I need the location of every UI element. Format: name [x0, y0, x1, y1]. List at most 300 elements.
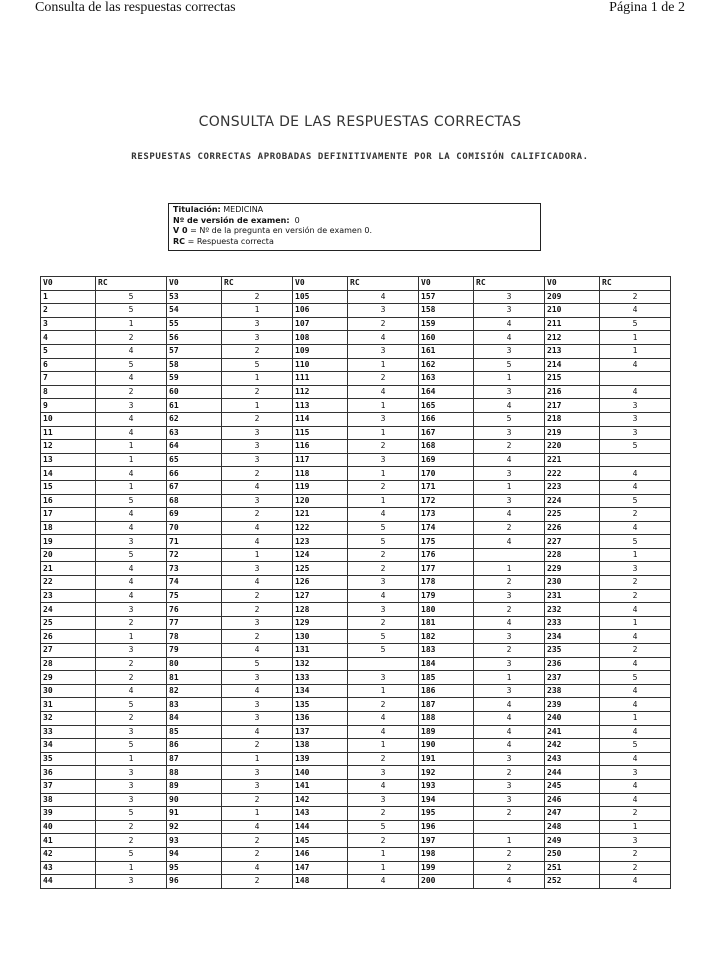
question-number-cell: 128: [293, 603, 348, 617]
answer-cell: 3: [96, 644, 167, 658]
answer-cell: 1: [222, 399, 293, 413]
answer-cell: 5: [96, 290, 167, 304]
question-number-cell: 226: [545, 521, 600, 535]
question-number-cell: 106: [293, 304, 348, 318]
question-number-cell: 214: [545, 358, 600, 372]
answer-cell: 5: [600, 739, 671, 753]
question-number-cell: 41: [41, 834, 96, 848]
question-number-cell: 159: [419, 317, 474, 331]
table-row: [41, 752, 671, 766]
table-row: [41, 616, 671, 630]
answer-cell: 2: [600, 576, 671, 590]
table-row: [41, 834, 671, 848]
question-number-cell: 170: [419, 467, 474, 481]
answer-cell: 4: [222, 725, 293, 739]
answer-cell: 1: [348, 684, 419, 698]
table-row: [41, 807, 671, 821]
answer-cell: 2: [348, 562, 419, 576]
answers-table: [40, 276, 671, 889]
answer-cell: 1: [222, 372, 293, 386]
v0-legend-text: = Nº de la pregunta en versión de examen 0.: [187, 226, 373, 235]
question-number-cell: 1: [41, 290, 96, 304]
question-number-cell: 143: [293, 807, 348, 821]
question-number-cell: 177: [419, 562, 474, 576]
answer-cell: 2: [96, 834, 167, 848]
answer-cell: 5: [96, 807, 167, 821]
question-number-cell: 92: [167, 820, 222, 834]
question-number-cell: 64: [167, 440, 222, 454]
table-row: [41, 712, 671, 726]
question-number-cell: 167: [419, 426, 474, 440]
question-number-cell: 140: [293, 766, 348, 780]
question-number-cell: 36: [41, 766, 96, 780]
question-number-cell: 38: [41, 793, 96, 807]
answer-cell: 4: [600, 779, 671, 793]
table-row: [41, 358, 671, 372]
question-number-cell: 43: [41, 861, 96, 875]
answer-cell: 5: [96, 698, 167, 712]
column-header-v0: V0: [167, 277, 222, 291]
titulacion-label: Titulación:: [173, 205, 221, 214]
answer-cell: 5: [600, 317, 671, 331]
question-number-cell: 12: [41, 440, 96, 454]
question-number-cell: 67: [167, 480, 222, 494]
question-number-cell: 234: [545, 630, 600, 644]
answer-cell: 4: [96, 684, 167, 698]
answer-cell: 4: [474, 331, 545, 345]
question-number-cell: 164: [419, 385, 474, 399]
answer-cell: 3: [348, 576, 419, 590]
answer-cell: 4: [348, 875, 419, 889]
question-number-cell: 80: [167, 657, 222, 671]
table-row: [41, 603, 671, 617]
question-number-cell: 107: [293, 317, 348, 331]
answer-cell: 3: [474, 752, 545, 766]
question-number-cell: 121: [293, 508, 348, 522]
question-number-cell: 115: [293, 426, 348, 440]
answer-cell: 3: [96, 793, 167, 807]
question-number-cell: 230: [545, 576, 600, 590]
answer-cell: 1: [600, 616, 671, 630]
v0-legend-line: [173, 226, 536, 237]
answer-cell: 2: [474, 847, 545, 861]
question-number-cell: 219: [545, 426, 600, 440]
answer-cell: 3: [600, 766, 671, 780]
answer-cell: 4: [222, 576, 293, 590]
answer-cell: 3: [96, 875, 167, 889]
question-number-cell: 184: [419, 657, 474, 671]
question-number-cell: 24: [41, 603, 96, 617]
question-number-cell: 180: [419, 603, 474, 617]
question-number-cell: 13: [41, 453, 96, 467]
question-number-cell: 243: [545, 752, 600, 766]
answer-cell: 4: [222, 480, 293, 494]
question-number-cell: 179: [419, 589, 474, 603]
question-number-cell: 118: [293, 467, 348, 481]
question-number-cell: 136: [293, 712, 348, 726]
question-number-cell: 56: [167, 331, 222, 345]
answer-cell: 1: [96, 752, 167, 766]
question-number-cell: 86: [167, 739, 222, 753]
question-number-cell: 185: [419, 671, 474, 685]
answer-cell: 1: [96, 630, 167, 644]
answer-cell: 3: [96, 725, 167, 739]
question-number-cell: 196: [419, 820, 474, 834]
question-number-cell: 75: [167, 589, 222, 603]
table-row: [41, 494, 671, 508]
question-number-cell: 59: [167, 372, 222, 386]
question-number-cell: 34: [41, 739, 96, 753]
answer-cell: 3: [474, 290, 545, 304]
question-number-cell: 186: [419, 684, 474, 698]
answer-cell: 1: [96, 453, 167, 467]
answer-cell: 4: [348, 385, 419, 399]
answer-cell: 1: [600, 712, 671, 726]
answer-cell: 3: [348, 603, 419, 617]
answer-cell: 4: [600, 603, 671, 617]
column-header-v0: V0: [41, 277, 96, 291]
table-row: [41, 467, 671, 481]
answer-cell: 5: [348, 535, 419, 549]
question-number-cell: 105: [293, 290, 348, 304]
question-number-cell: 29: [41, 671, 96, 685]
question-number-cell: 15: [41, 480, 96, 494]
answer-cell: 4: [600, 385, 671, 399]
version-label: Nº de versión de examen:: [173, 215, 290, 225]
question-number-cell: 209: [545, 290, 600, 304]
question-number-cell: 249: [545, 834, 600, 848]
question-number-cell: 244: [545, 766, 600, 780]
question-number-cell: 191: [419, 752, 474, 766]
question-number-cell: 129: [293, 616, 348, 630]
question-number-cell: 62: [167, 412, 222, 426]
answer-cell: 3: [474, 793, 545, 807]
question-number-cell: 235: [545, 644, 600, 658]
question-number-cell: 55: [167, 317, 222, 331]
answer-cell: 3: [600, 399, 671, 413]
question-number-cell: 134: [293, 684, 348, 698]
question-number-cell: 71: [167, 535, 222, 549]
answer-cell: 1: [348, 494, 419, 508]
question-number-cell: 227: [545, 535, 600, 549]
question-number-cell: 215: [545, 372, 600, 386]
answer-cell: 4: [600, 304, 671, 318]
answer-cell: 4: [600, 358, 671, 372]
question-number-cell: 96: [167, 875, 222, 889]
answer-cell: 5: [96, 304, 167, 318]
answer-cell: 5: [600, 535, 671, 549]
question-number-cell: 229: [545, 562, 600, 576]
question-number-cell: 37: [41, 779, 96, 793]
answer-cell: 4: [600, 684, 671, 698]
table-row: [41, 644, 671, 658]
version-value: 0: [289, 215, 300, 225]
question-number-cell: 60: [167, 385, 222, 399]
question-number-cell: 238: [545, 684, 600, 698]
table-row: [41, 793, 671, 807]
answer-cell: 2: [222, 344, 293, 358]
question-number-cell: 237: [545, 671, 600, 685]
answer-cell: 5: [600, 671, 671, 685]
question-number-cell: 169: [419, 453, 474, 467]
answer-cell: 4: [348, 725, 419, 739]
answer-cell: 4: [600, 630, 671, 644]
answer-cell: 1: [222, 752, 293, 766]
answer-cell: 4: [96, 412, 167, 426]
answer-cell: 2: [222, 793, 293, 807]
answer-cell: 2: [348, 807, 419, 821]
table-row: [41, 725, 671, 739]
answer-cell: 3: [348, 766, 419, 780]
table-row: [41, 698, 671, 712]
answer-cell: 1: [348, 358, 419, 372]
question-number-cell: 195: [419, 807, 474, 821]
answer-cell: 4: [474, 712, 545, 726]
question-number-cell: 85: [167, 725, 222, 739]
answer-cell: 3: [474, 684, 545, 698]
exam-info-box: [168, 203, 541, 251]
question-number-cell: 95: [167, 861, 222, 875]
question-number-cell: 162: [419, 358, 474, 372]
answer-cell: 3: [474, 589, 545, 603]
table-row: [41, 861, 671, 875]
answer-cell: 3: [474, 344, 545, 358]
answer-cell: 4: [600, 793, 671, 807]
answer-cell: 1: [96, 861, 167, 875]
column-header-rc: RC: [348, 277, 419, 291]
answer-cell: 2: [600, 589, 671, 603]
question-number-cell: 141: [293, 779, 348, 793]
answer-cell: 3: [474, 385, 545, 399]
table-row: [41, 344, 671, 358]
question-number-cell: 88: [167, 766, 222, 780]
column-header-rc: RC: [222, 277, 293, 291]
question-number-cell: 188: [419, 712, 474, 726]
answer-cell: 3: [222, 440, 293, 454]
question-number-cell: 5: [41, 344, 96, 358]
answer-cell: 4: [474, 616, 545, 630]
question-number-cell: 135: [293, 698, 348, 712]
answer-cell: 2: [474, 861, 545, 875]
question-number-cell: 25: [41, 616, 96, 630]
answer-cell: 4: [222, 684, 293, 698]
answer-cell: [474, 548, 545, 562]
question-number-cell: 108: [293, 331, 348, 345]
answer-cell: 2: [222, 739, 293, 753]
answer-cell: 2: [474, 766, 545, 780]
question-number-cell: 26: [41, 630, 96, 644]
answer-cell: 4: [348, 712, 419, 726]
answer-cell: 2: [474, 644, 545, 658]
table-row: [41, 820, 671, 834]
question-number-cell: 63: [167, 426, 222, 440]
answer-cell: 2: [474, 807, 545, 821]
rc-legend-line: [173, 237, 536, 248]
answer-cell: 4: [222, 535, 293, 549]
question-number-cell: 69: [167, 508, 222, 522]
answer-cell: 1: [600, 548, 671, 562]
answer-cell: 1: [348, 739, 419, 753]
answer-cell: 3: [600, 834, 671, 848]
rc-legend-label: RC: [173, 236, 186, 246]
question-number-cell: 221: [545, 453, 600, 467]
question-number-cell: 90: [167, 793, 222, 807]
answer-cell: 3: [222, 698, 293, 712]
answer-cell: 4: [222, 644, 293, 658]
question-number-cell: 73: [167, 562, 222, 576]
question-number-cell: 28: [41, 657, 96, 671]
answer-cell: 5: [600, 440, 671, 454]
question-number-cell: 27: [41, 644, 96, 658]
question-number-cell: 35: [41, 752, 96, 766]
table-row: [41, 671, 671, 685]
rc-legend-text: = Respuesta correcta: [185, 236, 274, 246]
answer-cell: 3: [600, 412, 671, 426]
answer-cell: 5: [474, 412, 545, 426]
answer-cell: 2: [222, 847, 293, 861]
answer-cell: 4: [348, 589, 419, 603]
question-number-cell: 33: [41, 725, 96, 739]
question-number-cell: 57: [167, 344, 222, 358]
answer-cell: 4: [474, 317, 545, 331]
question-number-cell: 110: [293, 358, 348, 372]
table-row: [41, 739, 671, 753]
question-number-cell: 211: [545, 317, 600, 331]
answer-cell: 4: [600, 698, 671, 712]
question-number-cell: 74: [167, 576, 222, 590]
question-number-cell: 30: [41, 684, 96, 698]
answer-cell: 3: [222, 562, 293, 576]
answer-cell: 4: [96, 589, 167, 603]
answer-cell: 2: [222, 603, 293, 617]
answer-cell: 4: [600, 467, 671, 481]
table-row: [41, 317, 671, 331]
answer-cell: 2: [600, 861, 671, 875]
document-subtitle: RESPUESTAS CORRECTAS APROBADAS DEFINITIVAMENTE POR LA COMISIÓN CALIFICADORA.: [131, 152, 589, 162]
page-number: Página 1 de 2: [609, 0, 685, 15]
answer-cell: 1: [600, 344, 671, 358]
table-body: [41, 290, 671, 888]
answer-cell: 2: [222, 834, 293, 848]
question-number-cell: 161: [419, 344, 474, 358]
question-number-cell: 233: [545, 616, 600, 630]
question-number-cell: 14: [41, 467, 96, 481]
question-number-cell: 124: [293, 548, 348, 562]
answer-cell: 3: [348, 412, 419, 426]
question-number-cell: 131: [293, 644, 348, 658]
answer-cell: 2: [348, 440, 419, 454]
table-header-row: [41, 277, 671, 291]
answer-cell: 2: [474, 576, 545, 590]
answer-cell: 3: [222, 616, 293, 630]
question-number-cell: 122: [293, 521, 348, 535]
question-number-cell: 116: [293, 440, 348, 454]
answer-cell: 3: [600, 562, 671, 576]
answer-cell: 2: [222, 508, 293, 522]
question-number-cell: 198: [419, 847, 474, 861]
answer-cell: 1: [348, 426, 419, 440]
answer-cell: 1: [222, 548, 293, 562]
answer-cell: 2: [600, 847, 671, 861]
answer-cell: 3: [348, 344, 419, 358]
answer-cell: 1: [96, 440, 167, 454]
question-number-cell: 157: [419, 290, 474, 304]
answer-cell: 1: [474, 562, 545, 576]
question-number-cell: 192: [419, 766, 474, 780]
question-number-cell: 139: [293, 752, 348, 766]
answer-cell: [474, 820, 545, 834]
answer-cell: 1: [348, 467, 419, 481]
question-number-cell: 194: [419, 793, 474, 807]
answer-cell: 1: [600, 820, 671, 834]
question-number-cell: 66: [167, 467, 222, 481]
answer-cell: 4: [600, 875, 671, 889]
question-number-cell: 79: [167, 644, 222, 658]
answer-cell: 5: [348, 644, 419, 658]
question-number-cell: 171: [419, 480, 474, 494]
question-number-cell: 174: [419, 521, 474, 535]
answer-cell: 4: [348, 779, 419, 793]
answer-cell: 2: [348, 616, 419, 630]
question-number-cell: 44: [41, 875, 96, 889]
answer-cell: 1: [474, 671, 545, 685]
column-header-v0: V0: [293, 277, 348, 291]
answer-cell: 4: [222, 861, 293, 875]
question-number-cell: 245: [545, 779, 600, 793]
answer-cell: 3: [222, 671, 293, 685]
question-number-cell: 119: [293, 480, 348, 494]
question-number-cell: 232: [545, 603, 600, 617]
answer-cell: 2: [222, 630, 293, 644]
column-header-v0: V0: [419, 277, 474, 291]
answer-cell: 1: [222, 304, 293, 318]
question-number-cell: 189: [419, 725, 474, 739]
answer-cell: 4: [474, 739, 545, 753]
answer-cell: 2: [96, 671, 167, 685]
question-number-cell: 187: [419, 698, 474, 712]
answer-cell: 4: [96, 576, 167, 590]
answer-cell: 4: [96, 372, 167, 386]
table-row: [41, 412, 671, 426]
answer-cell: 4: [600, 521, 671, 535]
answer-cell: 3: [474, 779, 545, 793]
answer-cell: 4: [96, 521, 167, 535]
question-number-cell: 173: [419, 508, 474, 522]
answer-cell: 3: [474, 630, 545, 644]
table-row: [41, 576, 671, 590]
answer-cell: 4: [474, 399, 545, 413]
answer-cell: 3: [96, 535, 167, 549]
answer-cell: 3: [222, 426, 293, 440]
titulacion-line: [173, 205, 536, 216]
answer-cell: 2: [348, 317, 419, 331]
question-number-cell: 163: [419, 372, 474, 386]
question-number-cell: 109: [293, 344, 348, 358]
question-number-cell: 130: [293, 630, 348, 644]
answer-cell: 3: [348, 793, 419, 807]
answer-cell: 1: [474, 834, 545, 848]
question-number-cell: 224: [545, 494, 600, 508]
answer-cell: 2: [348, 698, 419, 712]
answer-cell: 1: [96, 317, 167, 331]
answer-cell: 2: [474, 440, 545, 454]
answer-cell: 3: [222, 317, 293, 331]
column-header-rc: RC: [600, 277, 671, 291]
question-number-cell: 93: [167, 834, 222, 848]
answer-cell: 3: [222, 712, 293, 726]
question-number-cell: 61: [167, 399, 222, 413]
answer-cell: [600, 372, 671, 386]
